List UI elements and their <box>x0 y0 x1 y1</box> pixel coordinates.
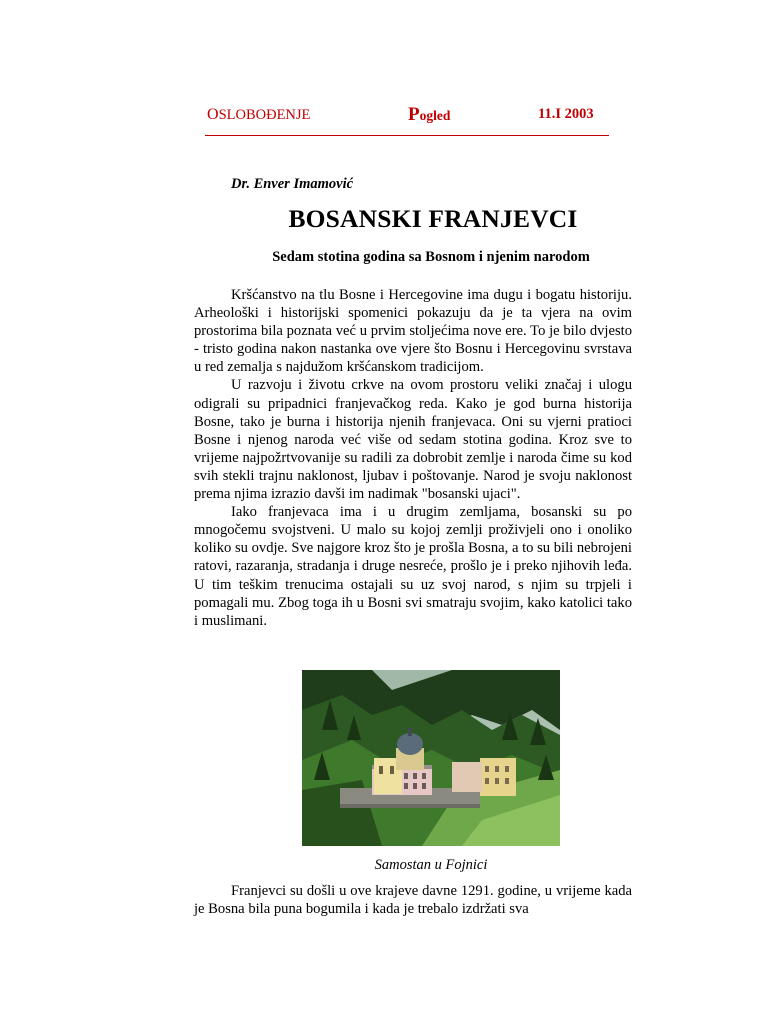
article-title: BOSANSKI FRANJEVCI <box>288 204 578 233</box>
newspaper-name <box>207 106 310 124</box>
newspaper-header <box>205 104 609 128</box>
paragraph: Iako franjevaca ima i u drugim zemljama, bosanski su po mnogočemu svojstveni. U malo su kojoj zemlji proživjeli ono i onoliko koliko su ovdje. Sve najgore kroz što je prošla Bosna, a to su bili nebrojeni ratovi, razaranja, stradanja i druge nesreće, prošlo je i preko njihovih leđa. U tim teškim trenucima ostajali su uz svoj narod, s njim su trpjeli i pomagali mu. Zbog toga ih u Bosni svi smatraju svojim, kako katolici tako i muslimani. <box>194 504 632 629</box>
publication-date: 11.I 2003 <box>538 106 594 122</box>
article-subtitle: Sedam stotina godina sa Bosnom i njenim narodom <box>272 249 590 265</box>
monastery-photo <box>302 670 560 846</box>
article-author: Dr. Enver Imamović <box>231 176 354 192</box>
paragraph: Kršćanstvo na tlu Bosne i Hercegovine ima dugu i bogatu historiju. Arheološki i historijski spomenici pokazuju da je ta vjera na ovim prostorima bila poznata već u prvim stoljećima nove ere. To je bilo dvjesto - tristo godina nakon nastanka ove vjere što Bosnu i Hercegovinu svrstava u red zemalja s najdužom kršćanskom tradicijom. <box>194 287 632 376</box>
newspaper-name-initial: O <box>207 106 219 123</box>
paragraph: Franjevci su došli u ove krajeve davne 1291. godine, u vrijeme kada je Bosna bila puna bogumila i kada je trebalo izdržati sva <box>194 883 632 918</box>
article-body <box>194 286 632 630</box>
newspaper-name-rest: SLOBOĐENJE <box>218 107 311 123</box>
section-name-rest: ogled <box>419 108 451 123</box>
paragraph: U razvoju i životu crkve na ovom prostoru veliki značaj i ulogu odigrali su pripadnici franjevačkog reda. Kako je god burna historija Bosne, tako je burna i historija njenih franjevaca. Oni su vjerni pratioci Bosne i njenog naroda već više od sedam stotina godina. Kroz sve to vrijeme najpožrtvovanije su radili za dobrobit zemlje i naroda čime su kod svih stekli trajnu naklonost, ljubav i poštovanje. Narod je svoju naklonost prema njima izrazio davši im nadimak "bosanski ujaci". <box>194 377 632 503</box>
header-rule <box>205 135 609 136</box>
article-body-continued <box>194 882 632 919</box>
photo-caption: Samostan u Fojnici <box>374 857 488 873</box>
section-name <box>408 104 450 126</box>
section-name-initial: P <box>408 104 420 125</box>
